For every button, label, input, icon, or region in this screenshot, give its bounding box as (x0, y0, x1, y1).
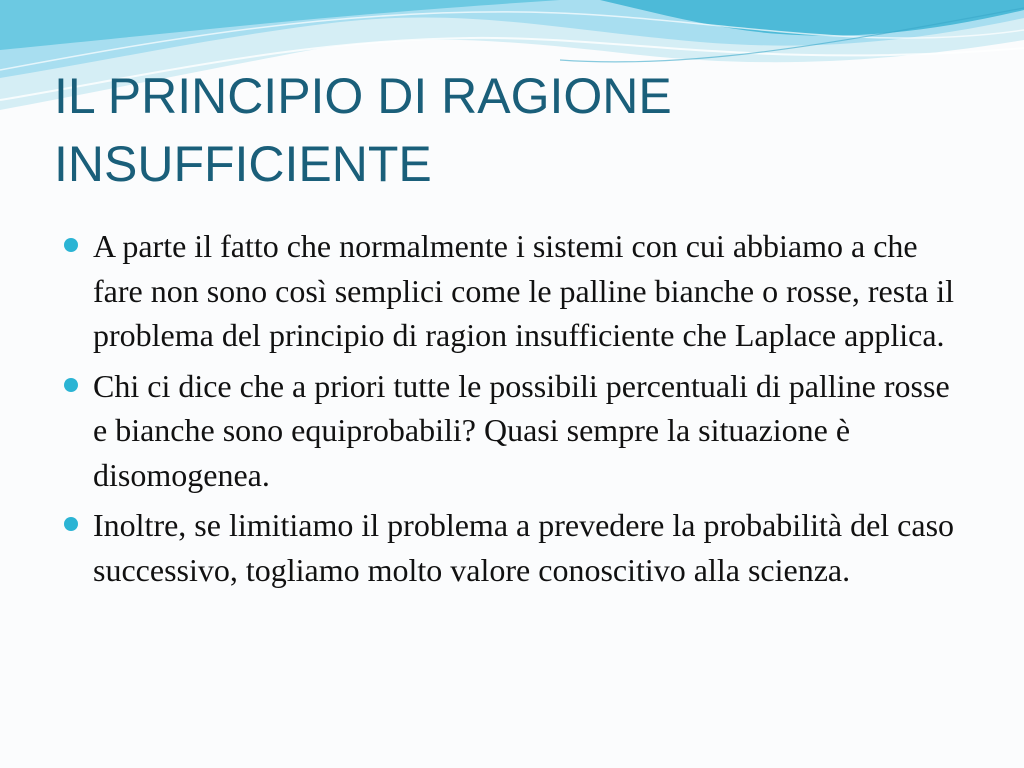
slide-title: IL PRINCIPIO DI RAGIONE INSUFFICIENTE (54, 68, 672, 192)
bullet-item (64, 503, 964, 592)
bullet-text: A parte il fatto che normalmente i sistemi con cui abbiamo a che fare non sono così semplici come le palline bianche o rosse, resta il problema del principio di ragion insufficiente che Laplace applica. (93, 228, 955, 353)
bullet-text: Inoltre, se limitiamo il problema a prevedere la probabilità del caso successivo, togliamo molto valore conoscitivo alla scienza. (93, 507, 955, 588)
bullet-marker-icon (64, 517, 78, 531)
bullet-marker-icon (64, 238, 78, 252)
bullet-list (64, 224, 964, 598)
bullet-marker-icon (64, 378, 78, 392)
bullet-item (64, 224, 964, 358)
bullet-text: Chi ci dice che a priori tutte le possibili percentuali di palline rosse e bianche sono equiprobabili? Quasi sempre la situazione è disomogenea. (93, 367, 950, 493)
bullet-item (64, 364, 964, 498)
